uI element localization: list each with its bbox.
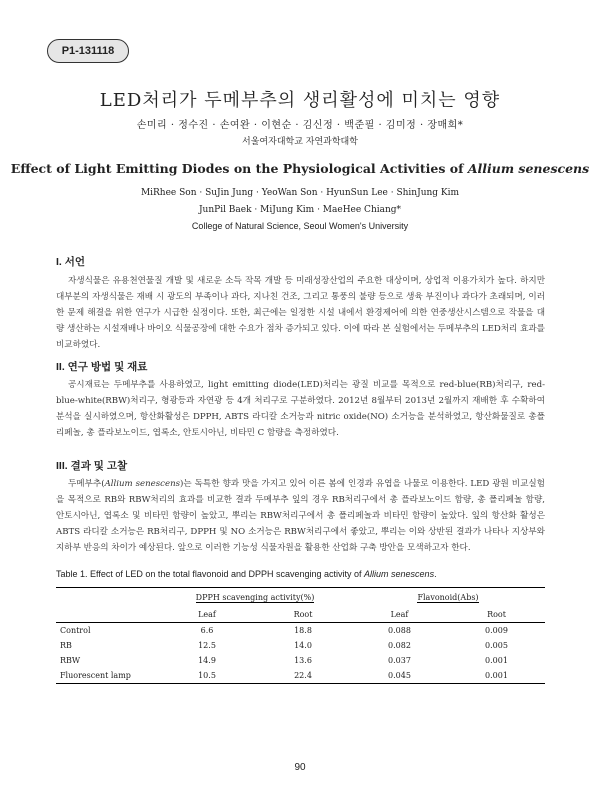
authors-english (0, 185, 600, 219)
affiliation-english: College of Natural Science, Seoul Women's University (191, 221, 409, 231)
table-caption-text: Table 1. Effect of LED on the total flavonoid and DPPH scavenging activity of (56, 569, 362, 579)
table-cell: 6.6 (200, 626, 214, 635)
table-subheader: Leaf (351, 607, 448, 623)
table-cell: 0.001 (485, 656, 508, 665)
section-text-methods: 공시재료는 두메부추를 사용하였고, light emitting diode(LED)처리는 광질 비교를 목적으로 red-blue(RB)처리구, red-blue-white(RBW)처리구, 형광등과 자연광 등 4개 처리구로 구분하였다. 2012년 8월부터 2013년 2월까지 재배한 후 수확하여 분석을 실시하였으며, 항산화활성은 DPPH, ABTS 라디칼 소거능과 nitric oxide(NO) 소거능을 분석하였고, 항산화물질로 총폴리페놀, 총 플라보노이드, 엽록소, 안토시아닌, 비타민 C 함량을 측정하였다. (56, 380, 545, 438)
table-row (56, 653, 545, 668)
table-cell: 18.8 (294, 626, 312, 635)
row-label: RB (60, 641, 72, 650)
authors-korean: 손미리 · 정수진 · 손여완 · 이현순 · 김신정 · 백준필 · 김미정 · 장매희* (136, 120, 464, 131)
table-cell: 0.037 (388, 656, 411, 665)
results-text-species: Allium senescens (104, 479, 181, 489)
table-subheader-empty (56, 607, 159, 623)
table-row (56, 668, 545, 684)
table-corner-cell (56, 588, 159, 608)
affiliation-korean: 서울여자대학교 자연과학대학 (242, 137, 358, 147)
title-english (0, 161, 600, 176)
table-cell: 0.082 (388, 641, 411, 650)
table-cell: 0.001 (448, 668, 545, 684)
table-cell: 0.009 (485, 626, 508, 635)
section-heading-results: III. 결과 및 고찰 (56, 460, 128, 472)
page-number: 90 (294, 762, 306, 773)
table-row (56, 638, 545, 653)
table-caption-species: Allium senescens (364, 569, 435, 579)
table-cell: 10.5 (159, 668, 255, 684)
table-cell: 0.045 (351, 668, 448, 684)
table-subheader: Root (448, 607, 545, 623)
title-english-text: Effect of Light Emitting Diodes on the Physiological Activities of (10, 161, 464, 176)
section-heading-introduction: I. 서언 (56, 256, 86, 268)
abstract-id-badge: P1-131118 (47, 39, 129, 63)
authors-english-line2: JunPil Baek · MiJung Kim · MaeHee Chiang* (198, 205, 402, 215)
table-cell: 22.4 (255, 668, 351, 684)
results-table (56, 587, 545, 684)
table-cell: 14.0 (294, 641, 312, 650)
row-label: Control (60, 626, 91, 635)
table-cell: 14.9 (198, 656, 216, 665)
authors-english-line1: MiRhee Son · SuJin Jung · YeoWan Son · HyunSun Lee · ShinJung Kim (140, 188, 460, 198)
table-group-header-dpph (159, 588, 351, 608)
row-label: Fluorescent lamp (56, 668, 159, 684)
table-cell: 13.6 (294, 656, 312, 665)
group-header-flavonoid-text: Flavonoid(Abs) (417, 593, 479, 602)
table-group-header-flavonoid (351, 588, 545, 608)
title-english-species: Allium senescens (467, 161, 590, 176)
table-cell: 0.088 (388, 626, 411, 635)
table-cell: 0.005 (485, 641, 508, 650)
results-text-body: )는 독특한 향과 맛을 가지고 있어 이른 봄에 인경과 유엽을 나물로 이용한다. LED 광원 비교실험을 목적으로 RB와 RBW처리의 효과를 비교한 결과 두메부추 잎의 경우 RB처리구에서 총 플라보노이드 함량, 총 폴리페놀 함량, 안토시아닌, 엽록소 및 비타민 함량이 높았고, 뿌리는 RBW처리구에서 총 폴리페놀과 비타민 함량이 높았다. 잎의 항산화 활성은 ABTS 라디칼 소거능은 RB처리구, DPPH 및 NO 소거능은 RBW처리구에서 좋았고, 뿌리는 이와 상반된 결과가 나타나 지상부와 지하부 반응의 차이가 예상된다. 앞으로 이러한 기능성 식물자원을 활용한 산업화 구축 방안을 모색하고자 한다. (56, 479, 545, 553)
section-text-results (56, 476, 545, 556)
section-text-introduction: 자생식물은 유용천연물질 개발 및 새로운 소득 작목 개발 등 미래성장산업의 주요한 대상이며, 상업적 이용가치가 높다. 하지만 대부분의 자생식물은 재배 시 광도의 부족이나 과다, 지나친 건조, 그리고 통풍의 불량 등으로 생육 부진이나 과다가 초래되며, 이러한 문제 해결을 위한 연구가 시급한 실정이다. 또한, 최근에는 일정한 시설 내에서 환경제어에 의한 연중생산시스템으로 작물을 대량 생산하는 시설재배나 바이오 식물공장에 대한 수요가 점차 증가되고 있다. 이에 따라 본 실험에서는 두메부추의 LED처리 효과를 비교하였다. (56, 276, 545, 350)
row-label: RBW (60, 656, 81, 665)
section-heading-methods: II. 연구 방법 및 재료 (56, 361, 148, 373)
table-cell: 12.5 (198, 641, 216, 650)
table-row (56, 623, 545, 639)
group-header-dpph-text: DPPH scavenging activity(%) (195, 593, 315, 602)
table-caption (56, 569, 437, 579)
table-subheader: Leaf (159, 607, 255, 623)
results-text-start: 두메부추( (68, 479, 105, 489)
table-subheader: Root (255, 607, 351, 623)
table-caption-period: . (434, 569, 437, 579)
title-korean: LED처리가 두메부추의 생리활성에 미치는 영향 (99, 90, 501, 111)
